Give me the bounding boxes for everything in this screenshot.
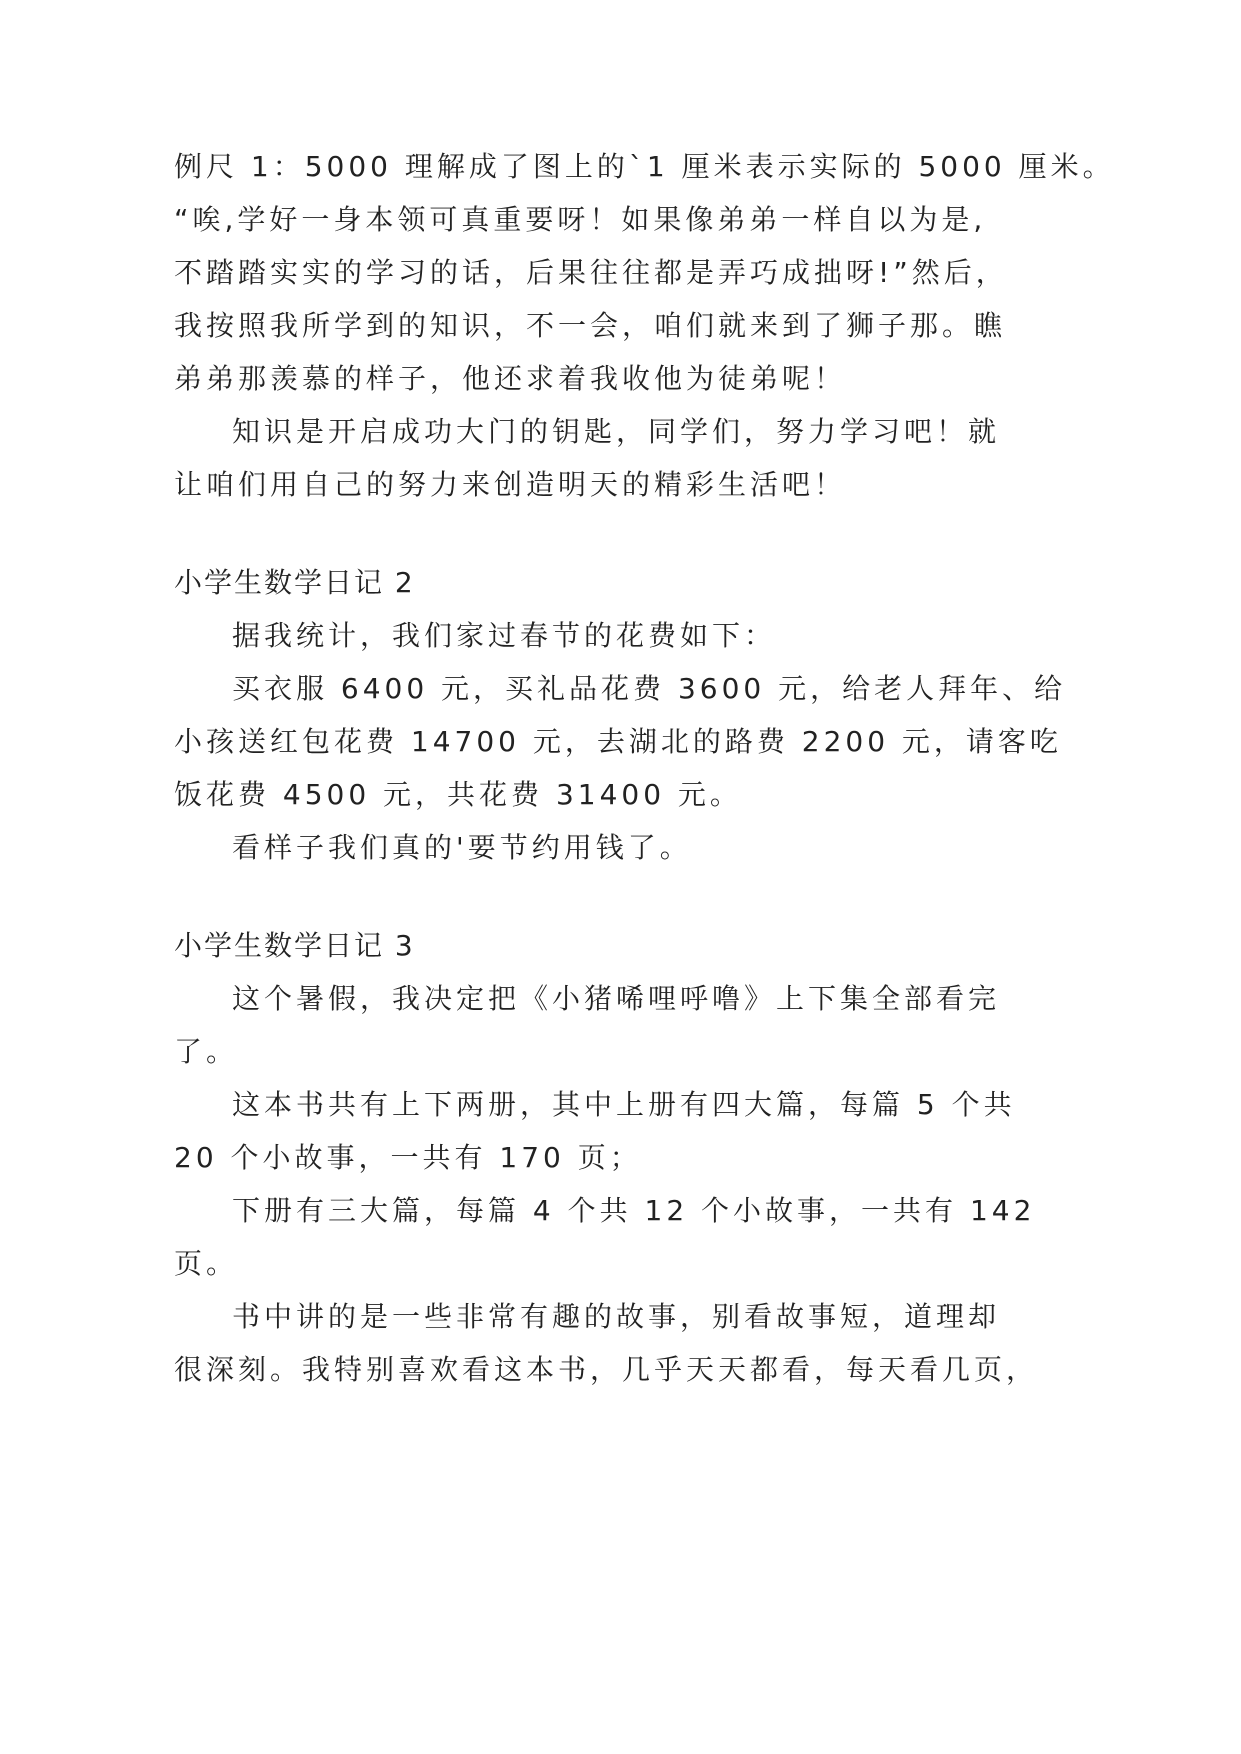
- text-line: 知识是开启成功大门的钥匙，同学们，努力学习吧！就: [232, 415, 1001, 448]
- text-line: 书中讲的是一些非常有趣的故事，别看故事短，道理却: [232, 1300, 1001, 1333]
- text-line: 我按照我所学到的知识，不一会，咱们就来到了狮子那。瞧: [174, 309, 1007, 342]
- text-line: 看样子我们真的'要节约用钱了。: [232, 831, 692, 864]
- text-line: 例尺 1：5000 理解成了图上的`1 厘米表示实际的 5000 厘米。: [174, 150, 1115, 183]
- text-line: 弟弟那羡慕的样子，他还求着我收他为徒弟呢！: [174, 362, 847, 395]
- section-heading: 小学生数学日记 2: [174, 566, 415, 599]
- text-line: 20 个小故事，一共有 170 页；: [174, 1141, 642, 1174]
- text-line: 这本书共有上下两册，其中上册有四大篇，每篇 5 个共: [232, 1088, 1016, 1121]
- section-heading: 小学生数学日记 3: [174, 929, 415, 962]
- text-line: 让咱们用自己的努力来创造明天的精彩生活吧！: [174, 468, 847, 501]
- text-line: 很深刻。我特别喜欢看这本书，几乎天天都看，每天看几页，: [174, 1353, 1039, 1386]
- text-line: “唉,学好一身本领可真重要呀！如果像弟弟一样自以为是,: [174, 203, 987, 236]
- text-line: 页。: [174, 1247, 239, 1280]
- text-line: 据我统计，我们家过春节的花费如下：: [232, 619, 777, 652]
- text-line: 小孩送红包花费 14700 元，去湖北的路费 2200 元，请客吃: [174, 725, 1062, 758]
- text-line: 了。: [174, 1035, 239, 1068]
- text-line: 这个暑假，我决定把《小猪唏哩呼噜》上下集全部看完: [232, 982, 1001, 1015]
- text-line: 不踏踏实实的学习的话，后果往往都是弄巧成拙呀!”然后，: [174, 256, 1008, 289]
- text-line: 买衣服 6400 元，买礼品花费 3600 元，给老人拜年、给: [232, 672, 1067, 705]
- text-line: 下册有三大篇，每篇 4 个共 12 个小故事，一共有 142: [232, 1194, 1036, 1227]
- text-line: 饭花费 4500 元，共花费 31400 元。: [174, 778, 742, 811]
